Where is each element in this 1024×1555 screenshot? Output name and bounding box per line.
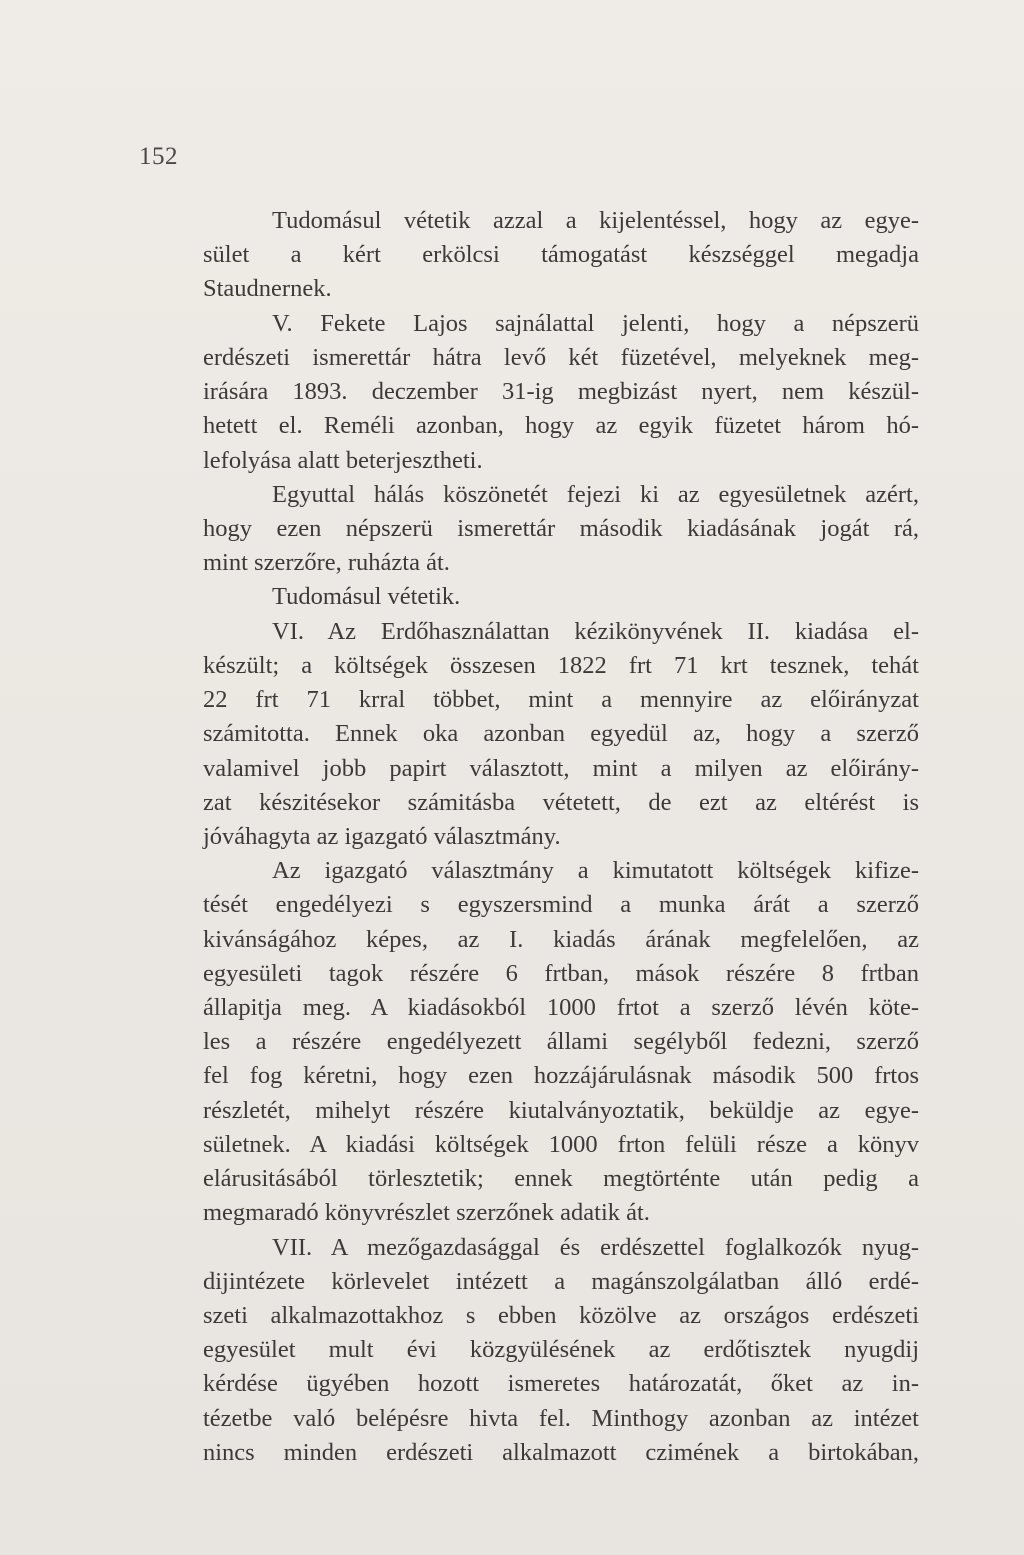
text-line: sületnek. A kiadási költségek 1000 frton felüli része a könyv [203, 1130, 919, 1158]
text-line: megmaradó könyvrészlet szerzőnek adatik át. [203, 1199, 650, 1227]
text-line: hogy ezen népszerü ismerettár második kiadásának jogát rá, [203, 514, 919, 542]
text-line: egyesületi tagok részére 6 frtban, mások részére 8 frtban [203, 959, 919, 987]
text-line: valamivel jobb papirt választott, mint a milyen az előirány- [203, 754, 919, 782]
text-line: szeti alkalmazottakhoz s ebben közölve az országos erdészeti [203, 1302, 919, 1329]
text-line: tézetbe való belépésre hivta fel. Minthogy azonban az intézet [203, 1404, 919, 1432]
text-line: Tudomásul vétetik azzal a kijelentéssel, hogy az egye- [272, 207, 919, 234]
text-line: egyesület mult évi közgyülésének az erdőtisztek nyugdij [203, 1336, 919, 1364]
text-line: Az igazgató választmány a kimutatott költségek kifize- [272, 857, 919, 885]
text-line: kivánságához képes, az I. kiadás árának megfelelően, az [203, 925, 919, 953]
text-line: dijintézete körlevelet intézett a magánszolgálatban álló erdé- [203, 1267, 919, 1295]
text-line: állapitja meg. A kiadásokból 1000 frtot a szerző lévén köte- [203, 994, 919, 1022]
page-number: 152 [139, 143, 178, 170]
text-line: tését engedélyezi s egyszersmind a munka árát a szerző [203, 891, 919, 919]
text-line: kérdése ügyében hozott ismeretes határozatát, őket az in- [203, 1370, 919, 1398]
text-line: 22 frt 71 krral többet, mint a mennyire az előirányzat [203, 686, 919, 714]
text-line: mint szerzőre, ruházta át. [203, 549, 450, 577]
text-line: nincs minden erdészeti alkalmazott czimének a birtokában, [203, 1438, 919, 1466]
text-line: számitotta. Ennek oka azonban egyedül az, hogy a szerző [203, 720, 919, 748]
text-line: V. Fekete Lajos sajnálattal jelenti, hogy a népszerü [272, 309, 919, 337]
text-line: sület a kért erkölcsi támogatást készséggel megadja [203, 241, 919, 269]
text-line: VI. Az Erdőhasználattan kézikönyvének II. kiadása el- [272, 617, 919, 645]
text-line: fel fog kéretni, hogy ezen hozzájárulásnak második 500 frtos [203, 1062, 919, 1090]
text-line: jóváhagyta az igazgató választmány. [203, 822, 561, 850]
text-line: lefolyása alatt beterjesztheti. [203, 446, 483, 474]
text-line: Egyuttal hálás köszönetét fejezi ki az egyesületnek azért, [272, 480, 919, 508]
text-line: erdészeti ismerettár hátra levő két füzetével, melyeknek meg- [203, 343, 919, 371]
body-text [203, 204, 919, 1470]
text-line: Tudomásul vétetik. [272, 583, 461, 611]
text-line: hetett el. Reméli azonban, hogy az egyik füzetet három hó- [203, 412, 919, 440]
text-line: VII. A mezőgazdasággal és erdészettel foglalkozók nyug- [272, 1233, 919, 1261]
text-line: zat készitésekor számitásba vétetett, de ezt az eltérést is [203, 788, 919, 816]
text-line: részletét, mihelyt részére kiutalványoztatik, beküldje az egye- [203, 1096, 919, 1124]
text-line: Staudnernek. [203, 275, 332, 303]
text-line: irására 1893. deczember 31-ig megbizást nyert, nem készül- [203, 378, 919, 406]
text-line: les a részére engedélyezett állami segélyből fedezni, szerző [203, 1028, 919, 1056]
text-line: elárusitásából törlesztetik; ennek megtörténte után pedig a [203, 1165, 919, 1193]
text-line: készült; a költségek összesen 1822 frt 71 krt tesznek, tehát [203, 651, 919, 679]
